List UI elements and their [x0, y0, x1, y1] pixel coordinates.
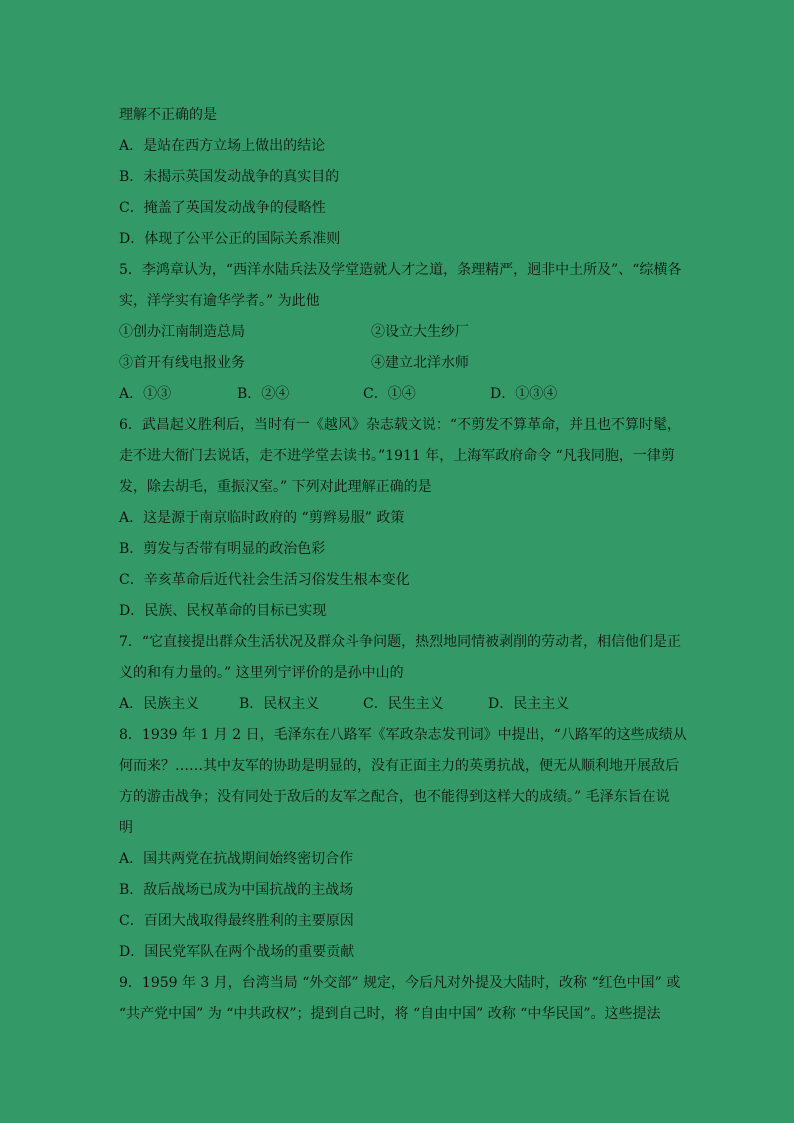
q6-stem-line-2: 走不进大衙门去说话，走不进学堂去读书。”1911 年，上海军政府命令 “凡我同胞，一律剪 — [119, 448, 675, 464]
q8-option-a: A．国共两党在抗战期间始终密切合作 — [119, 851, 354, 867]
q6-option-d: D．民族、民权革命的目标已实现 — [119, 603, 327, 619]
q4-option-c: C．掩盖了英国发动战争的侵略性 — [119, 200, 326, 216]
q7-options-row — [119, 689, 679, 720]
q4-option-b: B．未揭示英国发动战争的真实目的 — [119, 169, 340, 185]
q8-option-b: B．敌后战场已成为中国抗战的主战场 — [119, 882, 354, 898]
q7-option-b: B．民权主义 — [239, 696, 320, 712]
q7-option-a: A．民族主义 — [119, 696, 200, 712]
q5-items-row-1 — [119, 317, 679, 348]
q6-option-a: A．这是源于南京临时政府的 “剪辫易服” 政策 — [119, 510, 405, 526]
q9-stem-line-1: 9．1959 年 3 月，台湾当局 “外交部” 规定，今后凡对外提及大陆时，改称 “红色中国” 或 — [119, 975, 681, 991]
q5-item-3: ③首开有线电报业务 — [119, 355, 245, 371]
question-4-stem-tail: 理解不正确的是 — [119, 107, 217, 123]
q5-item-1: ①创办江南制造总局 — [119, 324, 245, 340]
q8-option-d: D．国民党军队在两个战场的重要贡献 — [119, 944, 355, 960]
q7-option-c: C．民生主义 — [363, 696, 444, 712]
q5-stem-line-2: 实，洋学实有逾华学者。” 为此他 — [119, 293, 320, 309]
q5-item-2: ②设立大生纱厂 — [371, 324, 469, 340]
q5-option-a: A．①③ — [119, 386, 172, 402]
q6-stem-line-1: 6．武昌起义胜利后，当时有一《越风》杂志载文说：“不剪发不算革命，并且也不算时髦， — [119, 417, 682, 433]
q7-option-d: D．民主主义 — [488, 696, 570, 712]
q5-item-4: ④建立北洋水师 — [371, 355, 469, 371]
exam-content — [119, 100, 687, 1030]
q4-option-a: A．是站在西方立场上做出的结论 — [119, 138, 326, 154]
q4-option-d: D．体现了公平公正的国际关系准则 — [119, 231, 341, 247]
q5-option-c: C．①④ — [363, 386, 416, 402]
q6-option-c: C．辛亥革命后近代社会生活习俗发生根本变化 — [119, 572, 410, 588]
q5-option-d: D．①③④ — [490, 386, 558, 402]
q9-stem-line-2: “共产党中国” 为 “中共政权”；提到自己时，将 “自由中国” 改称 “中华民国”。这些提法 — [119, 1006, 661, 1022]
q8-stem-line-2: 何而来？……其中友军的协助是明显的，没有正面主力的英勇抗战，便无从顺利地开展敌后 — [119, 758, 679, 774]
q8-option-c: C．百团大战取得最终胜利的主要原因 — [119, 913, 354, 929]
q8-stem-line-4: 明 — [119, 820, 133, 836]
q6-stem-line-3: 发，除去胡毛，重振汉室。” 下列对此理解正确的是 — [119, 479, 432, 495]
q7-stem-line-1: 7．“它直接提出群众生活状况及群众斗争问题，热烈地同情被剥削的劳动者，相信他们是正 — [119, 634, 682, 650]
q5-option-b: B．②④ — [237, 386, 290, 402]
q5-stem-line-1: 5．李鸿章认为，“西洋水陆兵法及学堂造就人才之道，条理精严，迥非中土所及”、“综横各 — [119, 262, 682, 278]
q5-items-row-2 — [119, 348, 679, 379]
q6-option-b: B．剪发与否带有明显的政治色彩 — [119, 541, 326, 557]
q8-stem-line-3: 方的游击战争；没有同处于敌后的友军之配合，也不能得到这样大的成绩。” 毛泽东旨在说 — [119, 789, 670, 805]
q5-options-row — [119, 379, 679, 410]
q7-stem-line-2: 义的和有力量的。” 这里列宁评价的是孙中山的 — [119, 665, 404, 681]
q8-stem-line-1: 8．1939 年 1 月 2 日，毛泽东在八路军《军政杂志发刊词》中提出，“八路军的这些成绩从 — [119, 727, 687, 743]
